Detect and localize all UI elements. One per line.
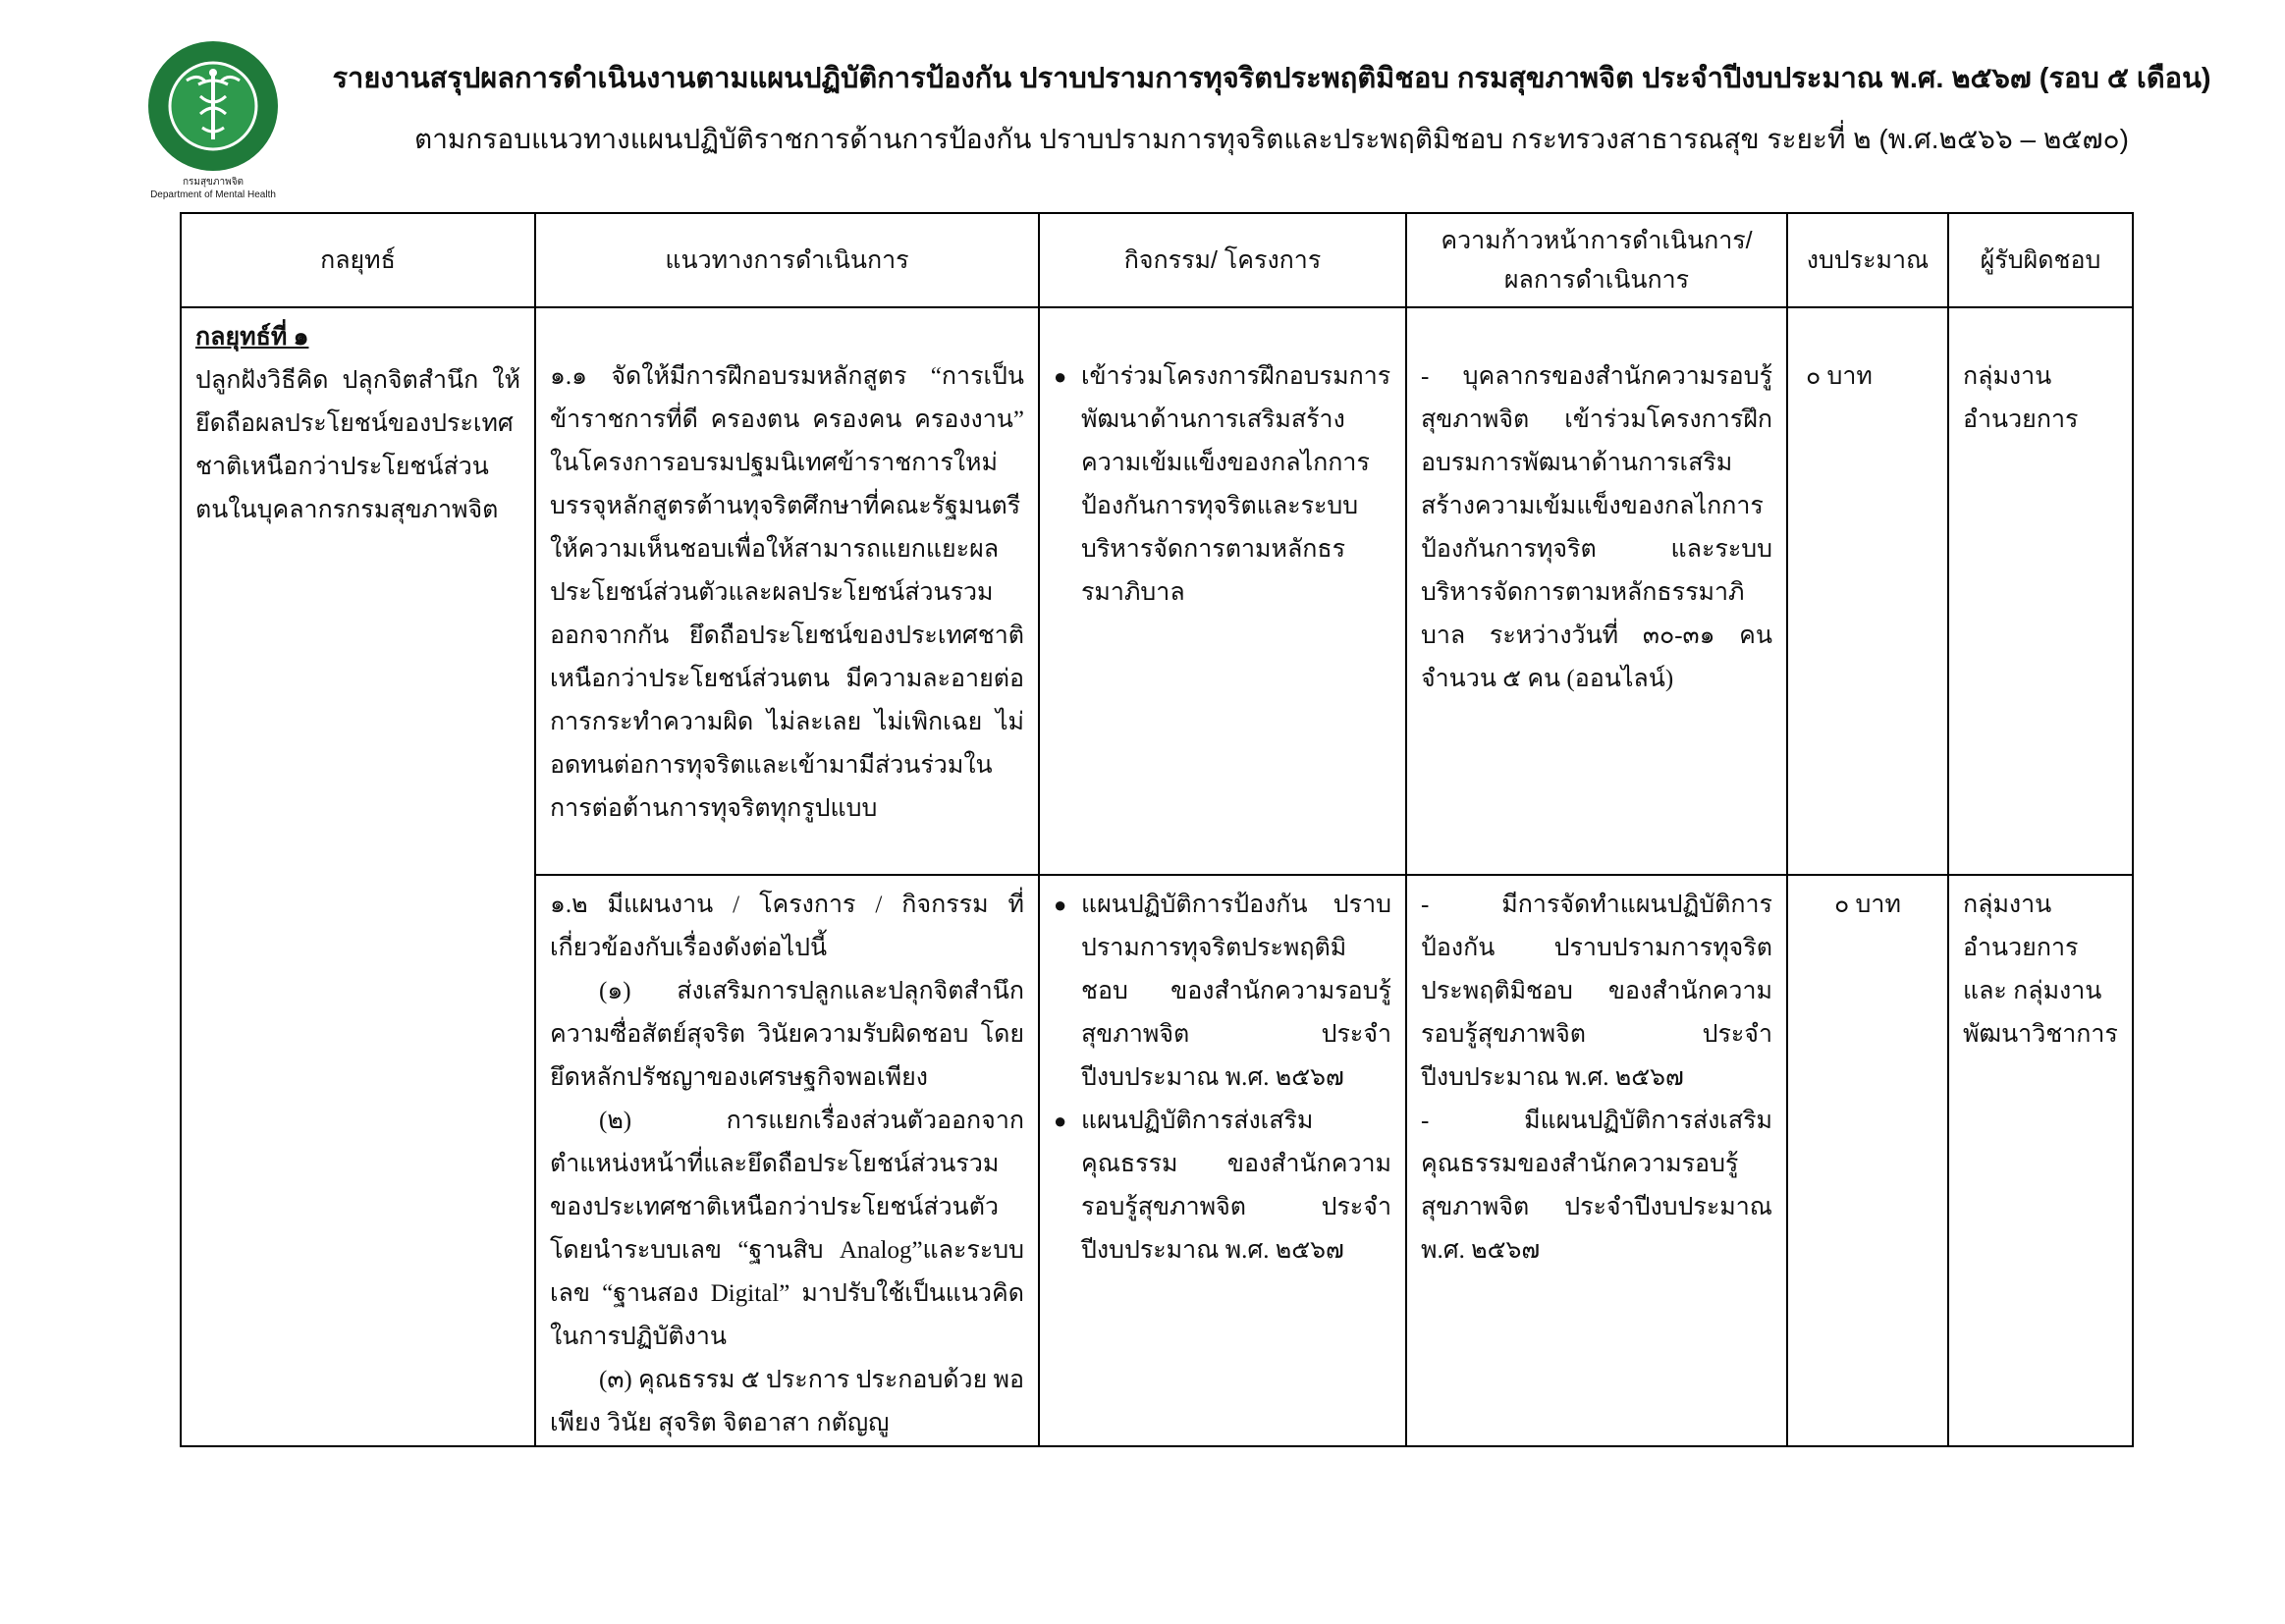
activity-text: แผนปฏิบัติการป้องกัน ปราบปรามการทุจริตประพฤติมิชอบ ของสำนักความรอบรู้สุขภาพจิต ประจำปีงบประมาณ พ.ศ. ๒๕๖๗	[1081, 892, 1391, 1091]
header-progress	[1406, 213, 1787, 307]
header-progress-line2: ผลการดำเนินการ	[1503, 266, 1690, 294]
bullet-icon: ●	[1054, 893, 1067, 917]
progress-item: - มีการจัดทำแผนปฏิบัติการป้องกัน ปราบปรามการทุจริตประพฤติมิชอบ ของสำนักความรอบรู้สุขภาพจิต ประจำปีงบประมาณ พ.ศ. ๒๕๖๗	[1421, 892, 1772, 1091]
strategy-heading: กลยุทธ์ที่ ๑	[195, 324, 309, 351]
strategy-text: ปลูกฝังวิธีคิด ปลุกจิตสำนึก ให้ยึดถือผลประโยชน์ของประเทศชาติเหนือกว่าประโยชน์ส่วนตนในบุคลากรกรมสุขภาพจิต	[195, 367, 520, 523]
list-item	[1054, 884, 1391, 1100]
activity-text: แผนปฏิบัติการส่งเสริมคุณธรรม ของสำนักความรอบรู้สุขภาพจิต ประจำปีงบประมาณ พ.ศ. ๒๕๖๗	[1081, 1108, 1391, 1264]
activity-cell	[1039, 875, 1406, 1446]
approach-cell: ๑.๑ จัดให้มีการฝึกอบรมหลักสูตร “การเป็นข้าราชการที่ดี ครองตน ครองคน ครองงาน” ในโครงการอบรมปฐมนิเทศข้าราชการใหม่ บรรจุหลักสูตรต้านทุจริตศึกษาที่คณะรัฐมนตรี ให้ความเห็นชอบเพื่อให้สามารถแยกแยะผลประโยชน์ส่วนตัวและผลประโยชน์ส่วนรวมออกจากกัน ยึดถือประโยชน์ของประเทศชาติเหนือกว่าประโยชน์ส่วนตน มีความละอายต่อการกระทำความผิด ไม่ละเลย ไม่เพิกเฉย ไม่อดทนต่อการทุจริตและเข้ามามีส่วนร่วมในการต่อต้านการทุจริตทุกรูปแบบ	[535, 307, 1039, 875]
header-activity: กิจกรรม/ โครงการ	[1039, 213, 1406, 307]
logo-caption-th: กรมสุขภาพจิต	[182, 177, 245, 188]
bullet-icon: ●	[1054, 1109, 1067, 1133]
table-header-row	[181, 213, 2133, 307]
logo-caption-en: Department of Mental Health	[150, 189, 276, 200]
list-item	[1054, 355, 1391, 615]
owner-cell: กลุ่มงาน อำนวยการ	[1948, 307, 2133, 875]
approach-item: (๒) การแยกเรื่องส่วนตัวออกจากตำแหน่งหน้าที่และยึดถือประโยชน์ส่วนรวมของประเทศชาติเหนือกว่าประโยชน์ส่วนตัว โดยนำระบบเลข “ฐานสิบ Analog”และระบบเลข “ฐานสอง Digital” มาปรับใช้เป็นแนวคิดในการปฏิบัติงาน	[550, 1108, 1024, 1350]
bullet-icon: ●	[1054, 364, 1067, 389]
approach-cell	[535, 875, 1039, 1446]
activity-cell	[1039, 307, 1406, 875]
header-budget: งบประมาณ	[1787, 213, 1948, 307]
page-title: รายงานสรุปผลการดำเนินงานตามแผนปฏิบัติการป้องกัน ปราบปรามการทุจริตประพฤติมิชอบ กรมสุขภาพจิต ประจำปีงบประมาณ พ.ศ. ๒๕๖๗ (รอบ ๕ เดือน)	[332, 63, 2211, 94]
budget-cell: ๐ บาท	[1787, 307, 1948, 875]
header-approach: แนวทางการดำเนินการ	[535, 213, 1039, 307]
activity-text: เข้าร่วมโครงการฝึกอบรมการพัฒนาด้านการเสริมสร้างความเข้มแข็งของกลไกการป้องกันการทุจริตและระบบบริหารจัดการตามหลักธรรมาภิบาล	[1081, 363, 1391, 606]
strategy-table	[180, 212, 2134, 1447]
table-row	[181, 307, 2133, 875]
approach-item: (๑) ส่งเสริมการปลูกและปลุกจิตสำนึกความซื่อสัตย์สุจริต วินัยความรับผิดชอบ โดยยึดหลักปรัชญาของเศรษฐกิจพอเพียง	[550, 978, 1024, 1091]
ministry-emblem-icon	[139, 37, 287, 175]
strategy-cell	[181, 307, 535, 1446]
approach-item: (๓) คุณธรรม ๕ ประการ ประกอบด้วย พอเพียง วินัย สุจริต จิตอาสา กตัญญู	[550, 1367, 1024, 1436]
approach-intro: ๑.๒ มีแผนงาน / โครงการ / กิจกรรม ที่เกี่ยวข้องกับเรื่องดังต่อไปนี้	[550, 892, 1024, 961]
progress-cell: - บุคลากรของสำนักความรอบรู้สุขภาพจิต เข้าร่วมโครงการฝึกอบรมการพัฒนาด้านการเสริมสร้างความเข้มแข็งของกลไกการป้องกันการทุจริต และระบบบริหารจัดการตามหลักธรรมาภิบาล ระหว่างวันที่ ๓๐-๓๑ คน จำนวน ๕ คน (ออนไลน์)	[1406, 307, 1787, 875]
budget-cell: ๐ บาท	[1787, 875, 1948, 1446]
owner-cell: กลุ่มงาน อำนวยการและ กลุ่มงานพัฒนาวิชาการ	[1948, 875, 2133, 1446]
header-strategy: กลยุทธ์	[181, 213, 535, 307]
progress-cell	[1406, 875, 1787, 1446]
header-progress-line1: ความก้าวหน้าการดำเนินการ/	[1441, 227, 1753, 254]
page-subtitle: ตามกรอบแนวทางแผนปฏิบัติราชการด้านการป้องกัน ปราบปรามการทุจริตและประพฤติมิชอบ กระทรวงสาธารณสุข ระยะที่ ๒ (พ.ศ.๒๕๖๖ – ๒๕๗๐)	[414, 124, 2129, 154]
progress-item: - มีแผนปฏิบัติการส่งเสริมคุณธรรมของสำนักความรอบรู้สุขภาพจิต ประจำปีงบประมาณ พ.ศ. ๒๕๖๗	[1421, 1108, 1772, 1264]
ministry-logo	[139, 37, 287, 202]
list-item	[1054, 1100, 1391, 1272]
header-owner: ผู้รับผิดชอบ	[1948, 213, 2133, 307]
